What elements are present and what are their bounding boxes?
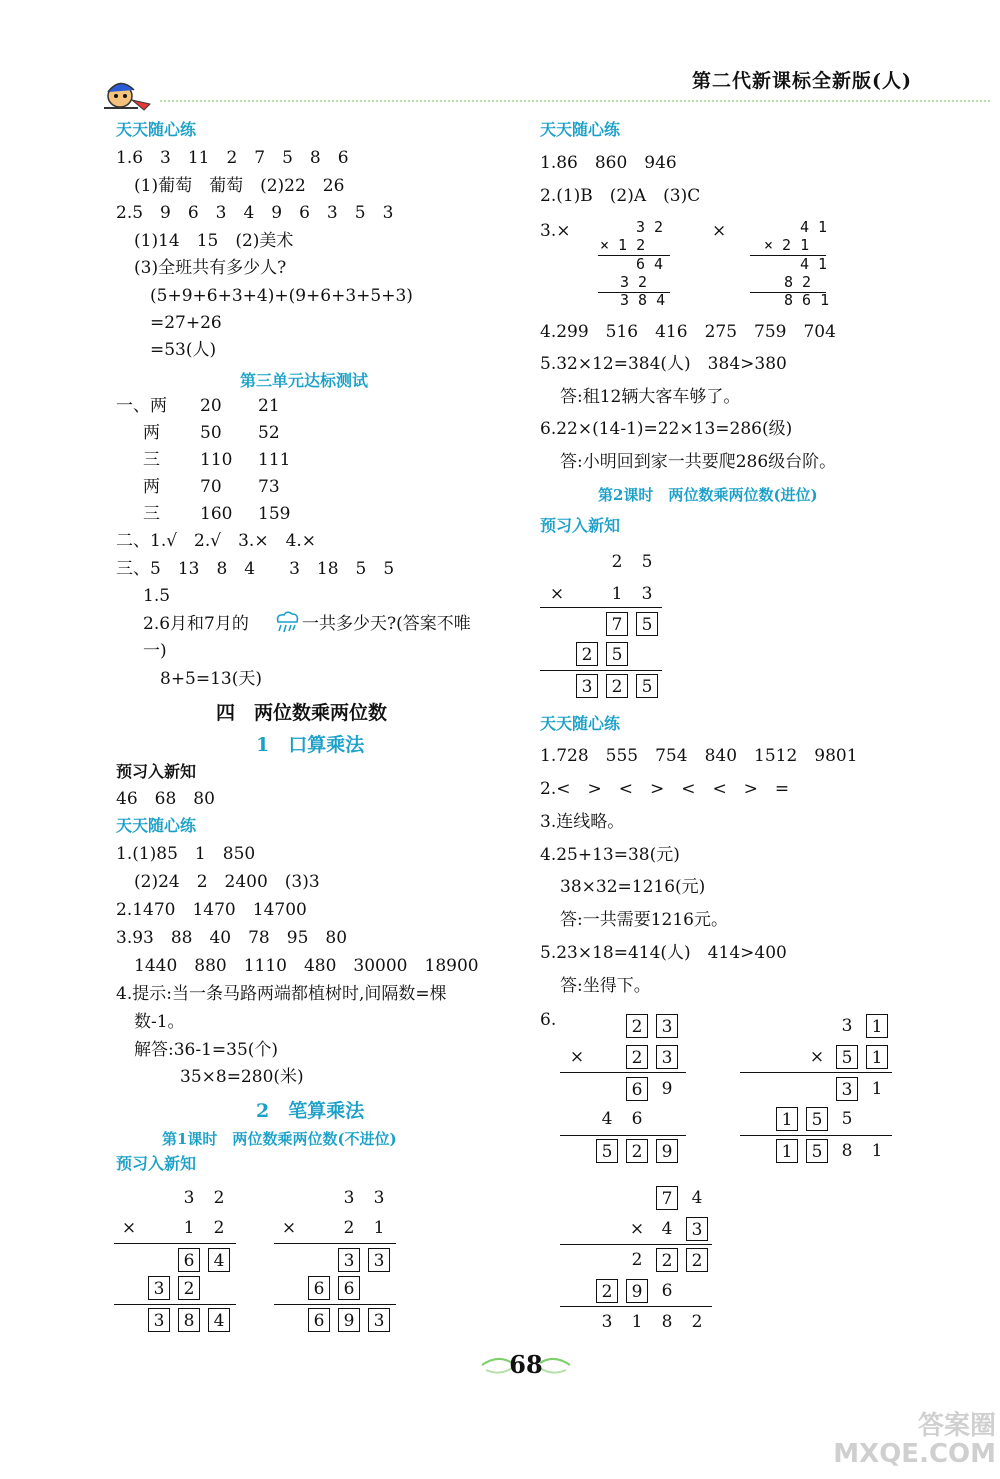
section-heading: 天天随心练 — [116, 816, 197, 835]
answer-line: 38×32=1216(元) — [560, 877, 706, 897]
section-heading: 天天随心练 — [540, 120, 621, 139]
rain-cloud-icon — [274, 610, 300, 634]
answer-line: (5+9+6+3+4)+(9+6+3+5+3) — [150, 286, 413, 306]
page-number-badge — [478, 1348, 574, 1382]
answer-line: 1.728 555 754 840 1512 9801 — [540, 746, 858, 766]
answer-line: 解答:36-1=35(个) — [134, 1040, 279, 1060]
mascot-icon — [98, 74, 158, 114]
times-sign: × — [281, 1218, 297, 1238]
answer-line: 2.(1)B (2)A (3)C — [540, 186, 701, 206]
lesson-title: 第2课时 两位数乘两位数(进位) — [598, 486, 818, 504]
times-sign: × — [549, 584, 565, 604]
times-sign: × — [629, 1219, 645, 1239]
answer-line: 2.6月和7月的 — [143, 614, 249, 634]
watermark: 答案圈 MXQE.COM — [833, 1411, 996, 1469]
times-sign: × — [809, 1047, 825, 1067]
answer-line: 1.(1)85 1 850 — [116, 844, 256, 864]
answer-line: 5.23×18=414(人) 414>400 — [540, 943, 787, 963]
unit-test-title: 第三单元达标测试 — [240, 371, 369, 390]
answer-line: 6.22×(14-1)=22×13=286(级) — [540, 419, 793, 439]
times-mark: × — [712, 221, 727, 241]
answer-line: 6. — [540, 1010, 557, 1030]
section-heading: 天天随心练 — [116, 120, 197, 139]
section-title: 2 笔算乘法 — [256, 1100, 365, 1122]
answer-line: (3)全班共有多少人? — [134, 258, 287, 278]
answer-line: (1)14 15 (2)美术 — [134, 231, 294, 251]
answer-line: 4.25+13=38(元) — [540, 845, 680, 865]
answer-line: 答:小明回到家一共要爬286级台阶。 — [560, 452, 837, 472]
preview-heading: 预习入新知 — [540, 516, 621, 535]
answer-line: (2)24 2 2400 (3)3 — [134, 872, 320, 892]
answer-line: 4.299 516 416 275 759 704 — [540, 322, 836, 342]
answer-line: 答:坐得下。 — [560, 976, 651, 996]
answer-line: 35×8=280(米) — [180, 1067, 304, 1087]
section-heading: 天天随心练 — [540, 714, 621, 733]
answer-line: =27+26 — [150, 313, 222, 333]
answer-line: 3.× — [540, 221, 571, 241]
answer-line: 数-1。 — [134, 1012, 185, 1032]
answer-line: 一共多少天?(答案不唯 — [302, 614, 471, 634]
answer-line: 2.< > < > < < > = — [540, 779, 790, 799]
answer-line: 三、5 13 8 4 3 18 5 5 — [116, 559, 395, 579]
answer-line: 5.32×12=384(人) 384>380 — [540, 354, 787, 374]
header-title: 第二代新课标全新版(人) — [692, 70, 912, 92]
header-dotted-line — [160, 100, 990, 102]
times-sign: × — [569, 1047, 585, 1067]
answer-line: 3.连线略。 — [540, 812, 625, 832]
section-title: 1 口算乘法 — [256, 734, 365, 756]
times-sign: × — [121, 1218, 137, 1238]
answer-line: 1440 880 1110 480 30000 18900 — [134, 956, 479, 976]
answer-line: 2.1470 1470 14700 — [116, 900, 307, 920]
answer-line: (1)葡萄 葡萄 (2)22 26 — [134, 176, 345, 196]
answer-line: 8+5=13(天) — [160, 669, 263, 689]
answer-line: 46 68 80 — [116, 789, 215, 809]
answer-line: 2.5 9 6 3 4 9 6 3 5 3 — [116, 203, 394, 223]
preview-heading: 预习入新知 — [116, 1154, 197, 1173]
answer-line: 一) — [143, 641, 167, 661]
answer-line: 答:一共需要1216元。 — [560, 910, 728, 930]
answer-line: 3.93 88 40 78 95 80 — [116, 928, 348, 948]
answer-line: 1.86 860 946 — [540, 153, 677, 173]
answer-line: 1.5 — [143, 586, 171, 606]
answer-line: 1.6 3 11 2 7 5 8 6 — [116, 148, 349, 168]
answer-line: 二、1.√ 2.√ 3.× 4.× — [116, 531, 317, 551]
lesson-title: 第1课时 两位数乘两位数(不进位) — [162, 1130, 397, 1148]
chapter-title: 四 两位数乘两位数 — [216, 702, 388, 724]
page-number: 68 — [509, 1350, 543, 1379]
preview-heading: 预习入新知 — [116, 762, 197, 781]
answer-line: 4.提示:当一条马路两端都植树时,间隔数=棵 — [116, 984, 447, 1004]
answer-line: 答:租12辆大客车够了。 — [560, 387, 741, 407]
answer-line: =53(人) — [150, 340, 217, 360]
